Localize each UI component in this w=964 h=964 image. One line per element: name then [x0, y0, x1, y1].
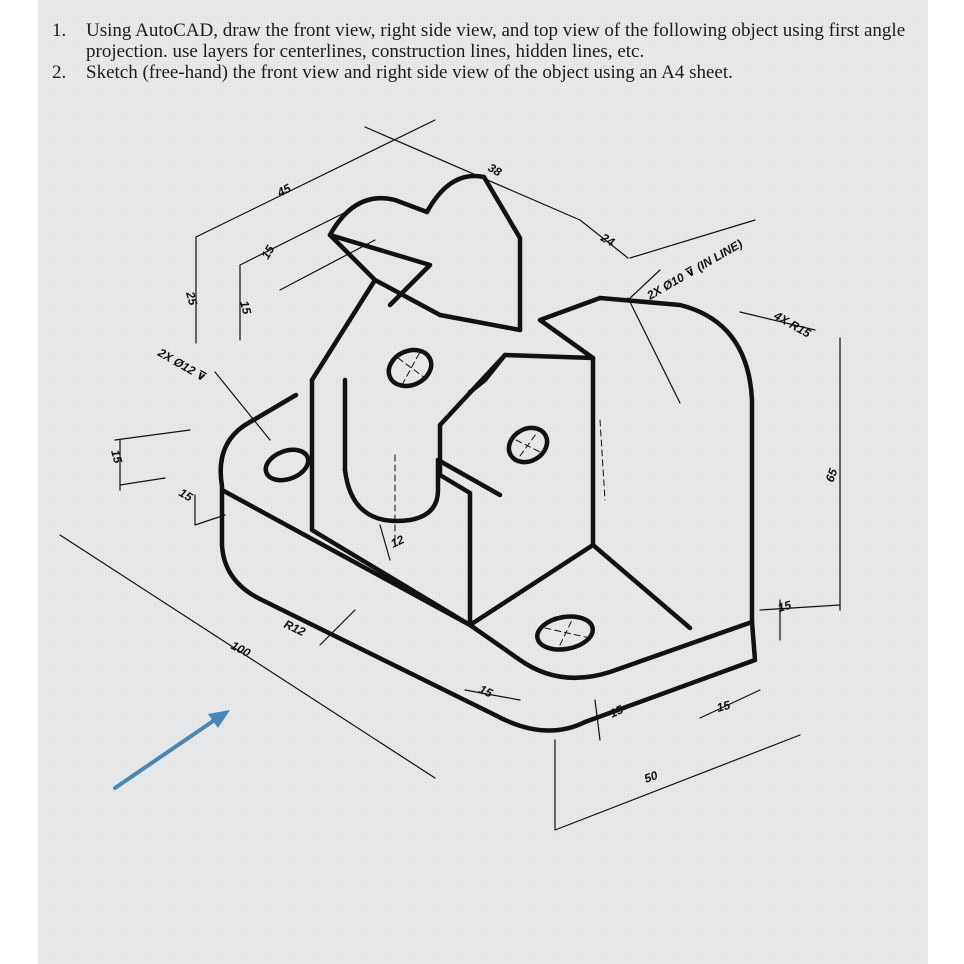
instruction-text: Sketch (free-hand) the front view and right side view of the object using an A4 sheet.	[86, 62, 733, 83]
instruction-number: 2.	[52, 62, 67, 83]
dim-15-right-label: 15	[776, 597, 793, 615]
blue-arrow-annotation	[115, 710, 230, 788]
dim-45-label: 45	[274, 181, 294, 200]
dim-24-label: 24	[598, 230, 618, 250]
radius-r15-note: 4X R15	[771, 308, 814, 341]
base-plate	[221, 395, 755, 731]
dim-15-label: 15	[237, 299, 255, 316]
dim-15-label: 15	[258, 242, 278, 262]
dim-15-front-label: 15	[476, 682, 495, 701]
dim-100-label: 100	[228, 638, 253, 661]
hole-10-note: 2X Ø10 ⊽ (IN LINE)	[644, 236, 745, 303]
dim-65-label: 65	[822, 466, 841, 485]
dim-15-label: 15	[176, 485, 196, 505]
instruction-number: 1.	[52, 20, 67, 41]
dim-50-label: 50	[642, 768, 660, 786]
instruction-text: Using AutoCAD, draw the front view, right side view, and top view of the following object using first angle projection. use layers for centerlines, construction lines, hidden lines, etc.	[86, 20, 906, 62]
hole-12-note: 2X Ø12 ⊽	[155, 345, 210, 385]
right-upright	[440, 298, 752, 628]
dim-15-bottom-label: 15	[715, 697, 732, 715]
dim-12-label: 12	[388, 532, 407, 551]
dimension-lines	[60, 120, 840, 830]
dim-15-left-label: 15	[108, 448, 126, 465]
radius-r12-label: R12	[281, 617, 308, 640]
dim-25-label: 25	[183, 290, 201, 307]
dim-15-mid-label: 15	[607, 702, 626, 721]
dim-38-label: 38	[485, 160, 505, 180]
